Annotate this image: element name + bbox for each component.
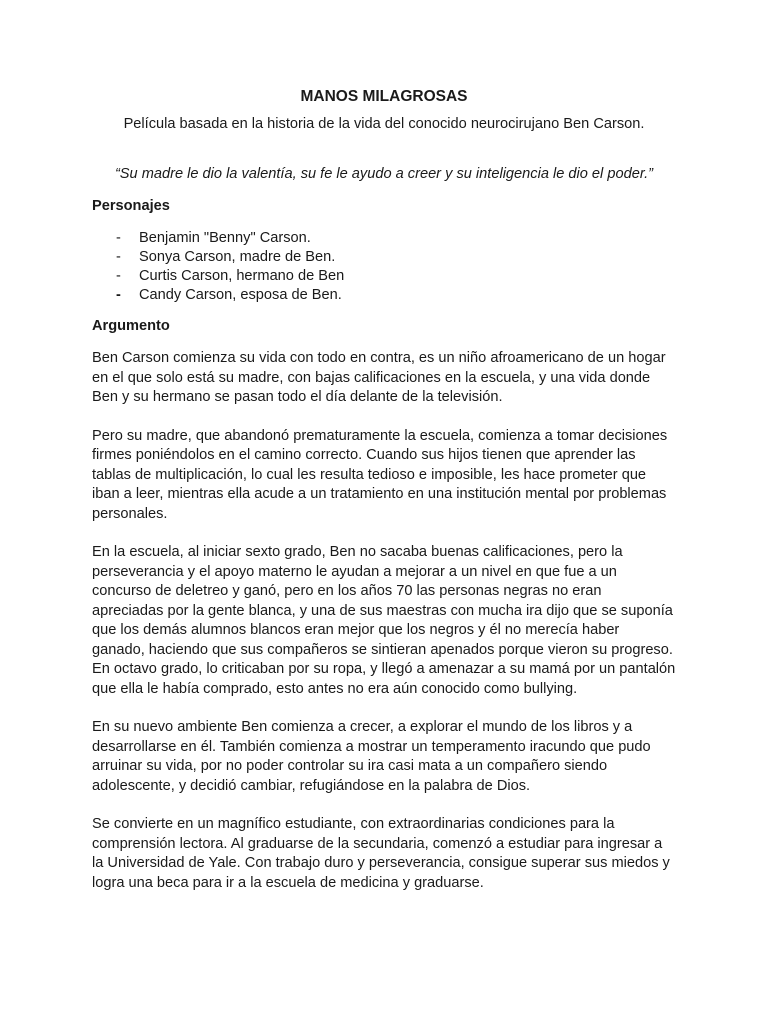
characters-heading: Personajes <box>92 198 170 214</box>
characters-list <box>92 229 676 305</box>
character-item <box>116 248 676 267</box>
character-item <box>116 229 676 248</box>
list-dash: - <box>116 268 121 284</box>
plot-paragraph: En su nuevo ambiente Ben comienza a crecer, a explorar el mundo de los libros y a desarrollarse en él. También comienza a mostrar un temperamento iracundo que pudo arruinar su vida, por no poder controlar su ira casi mata a un compañero siendo adolescente, y decidió cambiar, refugiándose en la palabra de Dios. <box>92 719 651 794</box>
document-subtitle: Película basada en la historia de la vida del conocido neurocirujano Ben Carson. <box>123 116 645 132</box>
character-item <box>116 267 676 286</box>
character-text: Sonya Carson, madre de Ben. <box>139 249 336 265</box>
plot-paragraph: En la escuela, al iniciar sexto grado, Ben no sacaba buenas calificaciones, pero la perseverancia y el apoyo materno le ayudan a mejorar a un nivel en que fue a un concurso de deletreo y ganó, pero en los años 70 las personas negras no eran apreciadas por la gente blanca, y una de sus maestras con mucha ira dijo que se suponía que los demás alumnos blancos eran mejor que los negros y él no merecía haber ganado, haciendo que sus compañeros se sintieran apenados porque vieron su progreso. En octavo grado, lo criticaban por su ropa, y llegó a amenazar a su mamá por un pantalón que ella le había comprado, esto antes no era aún conocido como bullying. <box>92 544 676 697</box>
list-dash: - <box>116 249 121 265</box>
character-text: Curtis Carson, hermano de Ben <box>139 268 345 284</box>
plot-paragraph: Pero su madre, que abandonó prematuramente la escuela, comienza a tomar decisiones firmes poniéndolos en el camino correcto. Cuando sus hijos tienen que aprender las tablas de multiplicación, lo cual les resulta tedioso e imposible, les hace prometer que iban a leer, mientras ella acude a un tratamiento en una institución mental por problemas personales. <box>92 427 668 522</box>
plot-heading: Argumento <box>92 318 170 334</box>
character-text: Benjamin "Benny" Carson. <box>139 230 311 246</box>
document-title: MANOS MILAGROSAS <box>300 88 468 105</box>
list-dash: - <box>116 230 121 246</box>
plot-paragraph: Se convierte en un magnífico estudiante, con extraordinarias condiciones para la comprensión lectora. Al graduarse de la secundaria, comenzó a estudiar para ingresar a la Universidad de Yale. Con trabajo duro y perseverancia, consigue superar sus miedos y logra una beca para ir a la escuela de medicina y graduarse. <box>92 816 670 891</box>
epigraph-quote: “Su madre le dio la valentía, su fe le ayudo a creer y su inteligencia le dio el poder.” <box>114 166 654 182</box>
plot-paragraph: Ben Carson comienza su vida con todo en contra, es un niño afroamericano de un hogar en el que solo está su madre, con bajas calificaciones en la escuela, y una vida donde Ben y su hermano se pasan todo el día delante de la televisión. <box>92 350 666 405</box>
character-text: Candy Carson, esposa de Ben. <box>139 287 342 303</box>
character-item <box>116 286 676 305</box>
list-dash: - <box>116 287 121 303</box>
